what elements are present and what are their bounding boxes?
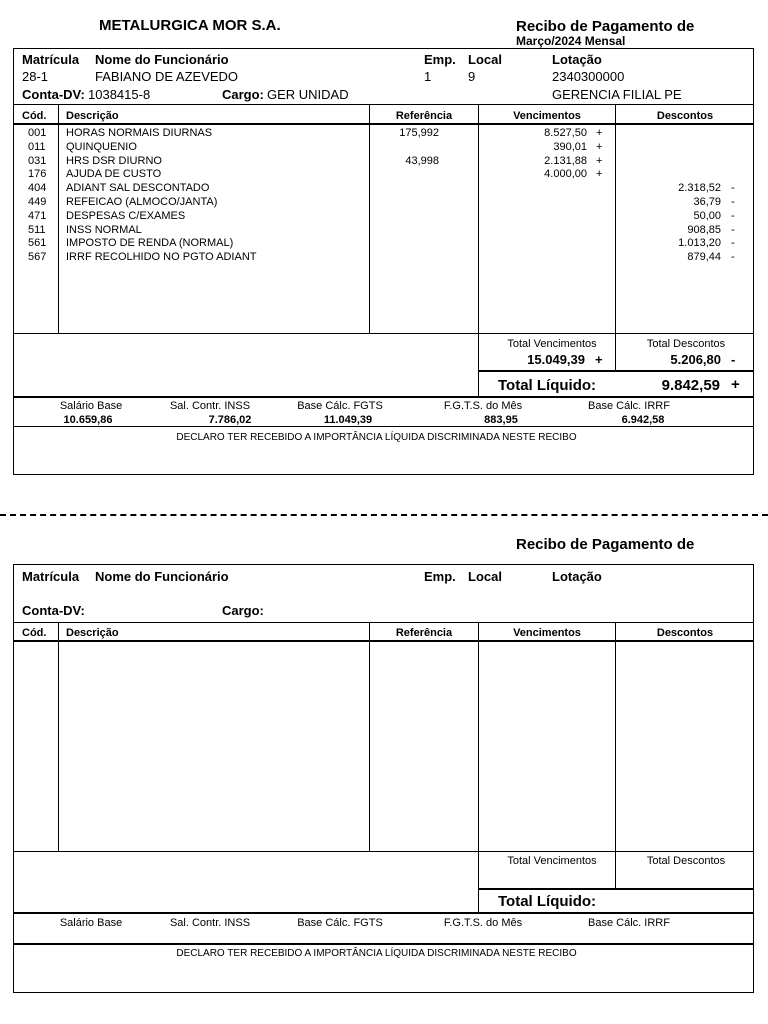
total-liquido-label-copy: Total Líquido: [498, 893, 597, 910]
item-desconto-sign [731, 168, 735, 182]
vencimentos-sign-column [596, 127, 602, 265]
item-vencimento [500, 210, 587, 224]
item-vencimento [500, 182, 587, 196]
cargo-value: GER UNIDAD [267, 87, 349, 102]
total-liquido-value: 9.842,59 [661, 377, 720, 394]
item-desconto [640, 168, 721, 182]
col-vencimentos-copy: Vencimentos [513, 627, 581, 639]
matricula-value: 28-1 [22, 69, 49, 84]
salario-base-label-copy: Salário Base [59, 917, 123, 929]
descontos-column [640, 127, 721, 265]
item-desconto-sign: - [731, 223, 735, 236]
item-vencimento [500, 224, 587, 238]
conta-label-copy: Conta-DV: [22, 603, 85, 618]
item-descricao: AJUDA DE CUSTO [66, 168, 162, 181]
item-referencia [380, 237, 439, 251]
emp-value: 1 [424, 69, 432, 84]
item-vencimento-sign [596, 251, 602, 265]
item-cod: 011 [28, 140, 46, 153]
col-cod-copy: Cód. [22, 627, 47, 639]
total-vencimentos-value: 15.049,39 [527, 352, 585, 367]
referencia-column [380, 127, 439, 265]
sal-contr-inss-label-copy: Sal. Contr. INSS [169, 917, 251, 929]
descontos-sign-column [731, 127, 735, 265]
sal-contr-inss-label: Sal. Contr. INSS [169, 400, 251, 412]
lotacao-label-copy: Lotação [552, 569, 602, 584]
col-descontos: Descontos [656, 110, 714, 122]
cod-column [28, 127, 46, 265]
item-desconto-sign [731, 141, 735, 155]
item-desconto: 908,85 [687, 223, 721, 236]
col-referencia-copy: Referência [395, 627, 453, 639]
item-descricao: IMPOSTO DE RENDA (NORMAL) [66, 237, 234, 250]
item-cod: 567 [28, 251, 47, 264]
conta-label: Conta-DV: [22, 87, 85, 102]
total-liquido-sign: + [731, 376, 740, 393]
item-vencimento-sign: + [596, 127, 603, 139]
lotacao-value: 2340300000 [552, 69, 625, 84]
matricula-label-copy: Matrícula [22, 569, 80, 584]
item-desconto [640, 141, 721, 155]
base-calc-irrf-label: Base Cálc. IRRF [588, 400, 670, 412]
item-referencia [380, 141, 439, 155]
total-vencimentos-label: Total Vencimentos [507, 338, 597, 350]
declaration: DECLARO TER RECEBIDO A IMPORTÂNCIA LÍQUIDA DISCRIMINADA NESTE RECIBO [176, 432, 577, 443]
emp-label: Emp. [424, 52, 456, 67]
receipt-title-copy: Recibo de Pagamento de [516, 536, 695, 553]
item-desconto-sign [731, 127, 735, 141]
fgts-mes-label: F.G.T.S. do Mês [443, 400, 523, 412]
total-vencimentos-sign: + [595, 352, 603, 367]
item-descricao: REFEICAO (ALMOCO/JANTA) [66, 195, 218, 208]
col-cod: Cód. [22, 110, 47, 122]
matricula-label: Matrícula [22, 52, 80, 67]
item-vencimento-sign: + [596, 168, 603, 181]
item-referencia [380, 224, 439, 238]
item-cod: 449 [28, 195, 47, 208]
col-descricao: Descrição [66, 110, 119, 122]
item-desconto-sign [731, 155, 735, 169]
item-vencimento: 4.000,00 [544, 168, 587, 181]
item-desconto: 50,00 [693, 209, 721, 222]
total-descontos-value: 5.206,80 [670, 352, 721, 367]
nome-value: FABIANO DE AZEVEDO [95, 69, 239, 84]
item-cod: 176 [28, 168, 47, 181]
cargo-label-copy: Cargo: [222, 603, 264, 618]
item-cod: 561 [28, 237, 47, 250]
salario-base-label: Salário Base [59, 400, 123, 412]
item-desconto-sign: - [731, 195, 735, 208]
item-vencimento: 8.527,50 [544, 127, 587, 139]
item-descricao: IRRF RECOLHIDO NO PGTO ADIANT [66, 251, 257, 264]
item-descricao: HRS DSR DIURNO [66, 154, 162, 167]
base-calc-irrf-label-copy: Base Cálc. IRRF [588, 917, 670, 929]
nome-label: Nome do Funcionário [95, 52, 229, 67]
item-vencimento-sign: + [596, 140, 603, 153]
item-desconto: 879,44 [687, 251, 721, 264]
item-desconto-sign: - [731, 182, 735, 195]
item-desconto [640, 127, 721, 141]
salario-base-value: 10.659,86 [63, 414, 113, 426]
item-vencimento-sign [596, 210, 602, 224]
item-referencia: 175,992 [399, 127, 439, 139]
item-referencia [380, 168, 439, 182]
item-vencimento-sign [596, 224, 602, 238]
item-desconto-sign: - [731, 209, 735, 222]
local-label-copy: Local [468, 569, 502, 584]
item-referencia [380, 251, 439, 265]
declaration-copy: DECLARO TER RECEBIDO A IMPORTÂNCIA LÍQUIDA DISCRIMINADA NESTE RECIBO [176, 948, 577, 959]
total-descontos-sign: - [731, 352, 736, 367]
item-desconto: 1.013,20 [678, 237, 721, 250]
nome-label-copy: Nome do Funcionário [95, 569, 229, 584]
item-vencimento-sign [596, 196, 602, 210]
total-descontos-label: Total Descontos [646, 338, 726, 350]
item-vencimento-sign [596, 237, 602, 251]
base-calc-fgts-label-copy: Base Cálc. FGTS [297, 917, 383, 929]
sal-contr-inss-value: 7.786,02 [208, 414, 252, 426]
item-referencia [380, 196, 439, 210]
item-referencia [380, 182, 439, 196]
conta-value: 1038415-8 [88, 87, 151, 102]
item-cod: 001 [28, 127, 47, 139]
item-cod: 511 [28, 223, 46, 236]
fgts-mes-value: 883,95 [484, 414, 518, 426]
base-calc-fgts-value: 11.049,39 [323, 414, 373, 426]
company-name: METALURGICA MOR S.A. [99, 17, 281, 34]
descricao-column [66, 127, 257, 265]
total-liquido-label: Total Líquido: [498, 377, 597, 394]
lotacao-desc: GERENCIA FILIAL PE [552, 87, 682, 102]
local-label: Local [468, 52, 502, 67]
item-desconto: 36,79 [693, 195, 721, 208]
item-descricao: QUINQUENIO [66, 140, 137, 153]
vencimentos-column [500, 127, 587, 265]
total-vencimentos-label-copy: Total Vencimentos [507, 855, 597, 867]
item-descricao: HORAS NORMAIS DIURNAS [66, 127, 213, 139]
col-descontos-copy: Descontos [656, 627, 714, 639]
local-value: 9 [468, 69, 476, 84]
item-referencia: 43,998 [405, 154, 439, 167]
item-desconto-sign: - [731, 251, 735, 264]
col-vencimentos: Vencimentos [513, 110, 581, 122]
item-desconto [640, 155, 721, 169]
col-descricao-copy: Descrição [66, 627, 119, 639]
base-calc-irrf-value: 6.942,58 [621, 414, 665, 426]
col-referencia: Referência [395, 110, 453, 122]
item-vencimento: 390,01 [553, 140, 587, 153]
item-cod: 471 [28, 209, 47, 222]
item-descricao: INSS NORMAL [66, 223, 142, 236]
lotacao-label: Lotação [552, 52, 602, 67]
item-cod: 404 [28, 182, 47, 195]
base-calc-fgts-label: Base Cálc. FGTS [297, 400, 383, 412]
receipt-title: Recibo de Pagamento de [516, 18, 695, 35]
item-vencimento [500, 196, 587, 210]
item-descricao: DESPESAS C/EXAMES [66, 209, 186, 222]
item-referencia [380, 210, 439, 224]
item-vencimento-sign: + [596, 154, 603, 167]
item-desconto: 2.318,52 [678, 182, 721, 195]
item-desconto-sign: - [731, 237, 735, 250]
item-vencimento-sign [596, 182, 602, 196]
item-vencimento [500, 251, 587, 265]
item-cod: 031 [28, 154, 47, 167]
receipt-period: Março/2024 Mensal [516, 34, 626, 48]
item-vencimento [500, 237, 587, 251]
total-descontos-label-copy: Total Descontos [646, 855, 726, 867]
item-vencimento: 2.131,88 [544, 154, 587, 167]
fgts-mes-label-copy: F.G.T.S. do Mês [443, 917, 523, 929]
cargo-label: Cargo: [222, 87, 264, 102]
emp-label-copy: Emp. [424, 569, 456, 584]
cut-line [0, 514, 768, 516]
item-descricao: ADIANT SAL DESCONTADO [66, 182, 210, 195]
